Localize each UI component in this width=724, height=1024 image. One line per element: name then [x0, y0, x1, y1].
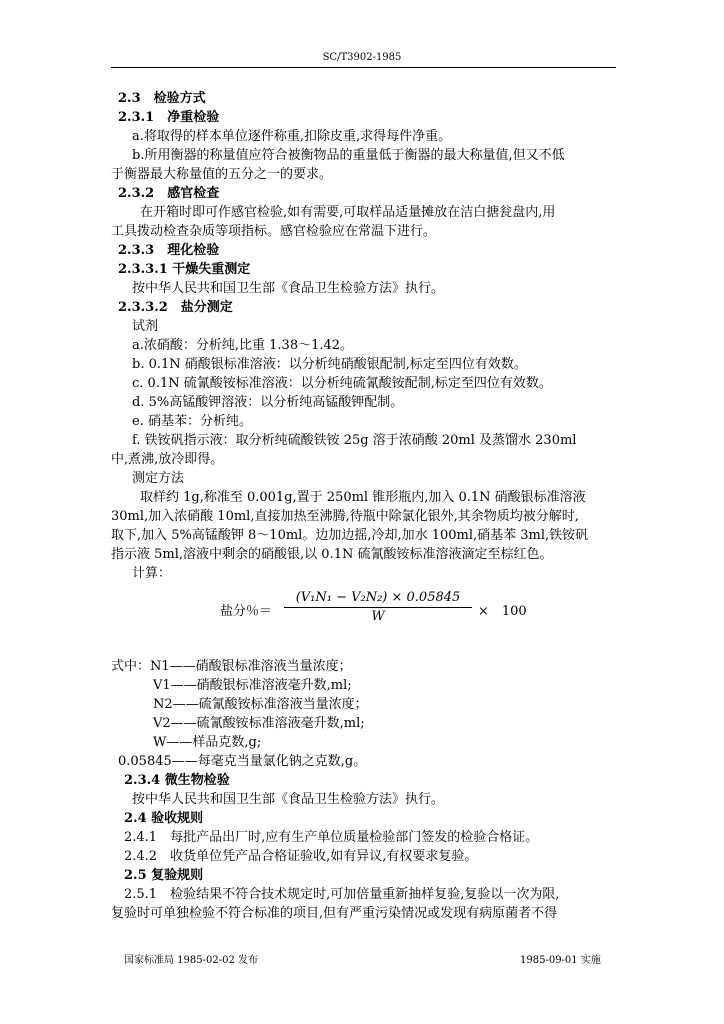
header-rule: [111, 67, 616, 68]
section-2-4-2: 2.4.2 收货单位凭产品合格证验收,如有异议,有权要求复验。: [124, 849, 478, 864]
section-2-3-3-1: 2.3.3.1 干燥失重测定: [118, 262, 251, 277]
section-2-4: 2.4 验收规则: [124, 811, 204, 826]
section-2-3-3: 2.3.3 理化检验: [118, 243, 220, 258]
reagent-b: b. 0.1N 硝酸银标准溶液：以分析纯硝酸银配制,标定至四位有效数。: [132, 357, 527, 372]
text-line: 按中华人民共和国卫生部《食品卫生检验方法》执行。: [132, 281, 445, 296]
text-line: 于衡器最大称量值的五分之一的要求。: [111, 167, 333, 182]
section-2-4-1: 2.4.1 每批产品出厂时,应有生产单位质量检验部门签发的检验合格证。: [124, 830, 539, 845]
legend-constant: 0.05845——每毫克当量氯化钠之克数,g。: [118, 754, 367, 769]
text-line: 复验时可单独检验不符合标准的项目,但有严重污染情况或发现有病原菌者不得: [111, 906, 558, 921]
reagent-e: e. 硝基苯：分析纯。: [132, 414, 252, 429]
legend-w: W——样品克数,g;: [153, 735, 262, 750]
section-2-3-4: 2.3.4 微生物检验: [124, 773, 230, 788]
legend-n1: 式中：N1——硝酸银标准溶液当量浓度；: [111, 659, 352, 674]
text-line: 30ml,加入浓硝酸 10ml,直接加热至沸腾,待瓶中除氯化银外,其余物质均被分解时,: [111, 509, 579, 524]
reagent-a: a.浓硝酸：分析纯,比重 1.38～1.42。: [132, 338, 354, 353]
formula-numerator: (V₁N₁ − V₂N₂) × 0.05845: [295, 590, 461, 605]
text-line: 在开箱时即可作感官检验,如有需要,可取样品适量摊放在洁白搪瓮盘内,用: [140, 205, 556, 220]
section-2-3-1: 2.3.1 净重检验: [118, 110, 220, 125]
legend-n2: N2——硫氰酸铵标准溶液当量浓度；: [153, 697, 368, 712]
reagent-c: c. 0.1N 硫氰酸铵标准溶液：以分析纯硫氰酸铵配制,标定至四位有效数。: [132, 376, 552, 391]
text-line: b.所用衡器的称量值应符合被衡物品的重量低于衡器的最大称量值,但又不低: [132, 148, 565, 163]
legend-v2: V2——硫氰酸铵标准溶液毫升数,ml;: [153, 716, 365, 731]
section-2-3-2: 2.3.2 感官检查: [118, 186, 220, 201]
formula-lhs: 盐分％＝: [220, 604, 273, 619]
reagent-f: f. 铁铵矾指示液：取分析纯硫酸铁铵 25g 溶于浓硝酸 20ml 及蒸馏水 230ml: [132, 433, 577, 448]
text-line: 取样约 1g,称准至 0.001g,置于 250ml 锥形瓶内,加入 0.1N 硝酸银标准溶液: [140, 490, 586, 505]
text-line: a.将取得的样本单位逐件称重,扣除皮重,求得每件净重。: [132, 129, 452, 144]
reagent-heading: 试剂: [132, 319, 159, 334]
method-heading: 测定方法: [132, 471, 185, 486]
footer-issued: 国家标准局 1985-02-02 发布: [124, 955, 259, 966]
calc-heading: 计算：: [132, 566, 172, 581]
reagent-d: d. 5%高锰酸钾溶液：以分析纯高锰酸钾配制。: [132, 395, 404, 410]
text-line: 取下,加入 5%高锰酸钾 8～10ml。边加边摇,冷却,加水 100ml,硝基苯 3ml,铁铵矾: [111, 528, 589, 543]
text-line: 工具拨动检查杂质等项指标。感官检验应在常温下进行。: [111, 224, 437, 239]
section-2-3: 2.3 检验方式: [118, 91, 206, 106]
formula-denominator: W: [371, 609, 385, 624]
legend-v1: V1——硝酸银标准溶液毫升数,ml;: [153, 678, 352, 693]
page-header: SC/T3902-1985: [322, 52, 402, 63]
text-line: 按中华人民共和国卫生部《食品卫生检验方法》执行。: [132, 792, 445, 807]
section-2-5: 2.5 复验规则: [124, 868, 204, 883]
fraction-bar: [284, 607, 472, 608]
formula-fraction: [284, 590, 472, 625]
footer-effective: 1985-09-01 实施: [520, 955, 601, 966]
formula-multiplier: × 100: [478, 604, 527, 619]
text-line: 指示液 5ml,溶液中剩余的硝酸银,以 0.1N 硫氰酸铵标准溶液滴定至棕红色。: [111, 547, 553, 562]
section-2-5-1: 2.5.1 检验结果不符合技术规定时,可加倍量重新抽样复验,复验以一次为限,: [124, 887, 560, 902]
section-2-3-3-2: 2.3.3.2 盐分测定: [118, 300, 233, 315]
text-line: 中,煮沸,放冷即得。: [111, 452, 224, 467]
